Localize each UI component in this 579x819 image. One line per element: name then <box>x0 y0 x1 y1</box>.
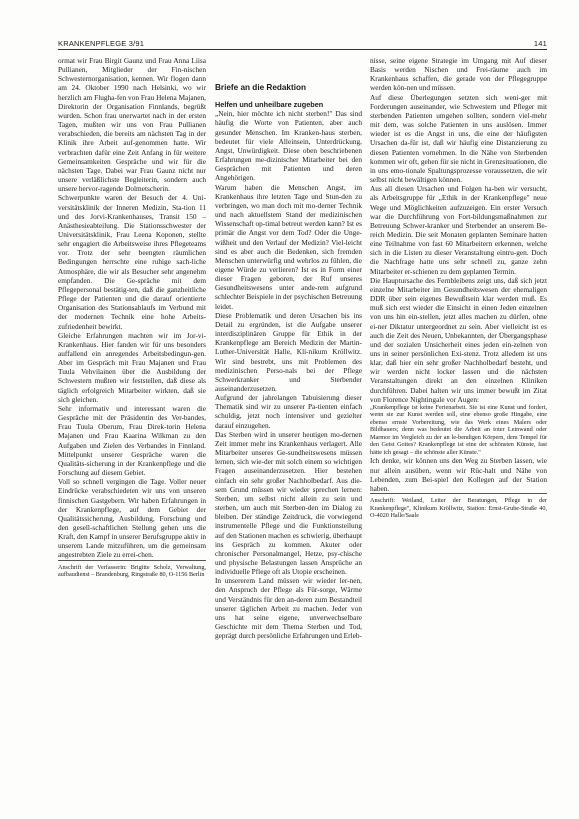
paragraph: Sehr informativ und interessant waren die Gespräche mit der Präsidentin des Ver-bandes, Frau Tuula Oberum, Frau Direk-torin Helena Majanen und Frau Kaarina Wilkman zu den Aufgaben und Zielen des Verbandes in Finnland. Mittelpunkt unserer Gespräche waren die Qualitäts-sicherung in der Krankenpflege und die Forschung auf diesem Gebiet. <box>58 403 206 478</box>
paragraph: Voll so schnell vergingen die Tage. Voller neuer Eindrücke verabschiedeten wir uns von unseren finnischen Gastgebern. Wir haben Erfahrungen in der Krankenpflege, auf dem Gebiet der Qualitätssicherung, Ausbildung, Forschung und den gesell-schaftlichen Stellung gehen uns die Kraft, den Kampf in unserer Berufsgruppe aktiv in unserem Lande mitzuführen, um die gemeinsam angestrebten Ziele zu errei-chen. <box>58 477 206 560</box>
nightingale-quote: „Krankenpflege ist keine Ferienarbeit. Sie ist eine Kunst und fordert, wenn sie zur Kunst werden soll, eine ebenso große Hingabe, eine ebenso ernste Vorbereitung, wie das Werk eines Malers oder Bildhauers; denn was bedeutet die Arbeit an toter Leinwand oder Marmor im Vergleich zu der an le-bendigen Körpern, dem Tempel für den Geist Gottes? Krankenpflege ist eine der schönsten Künste, fast hätte ich gesagt – die schönste aller Künste." <box>370 403 547 456</box>
paragraph: „Nein, hier möchte ich nicht sterben!" Das sind häufig die Worte von Patienten, aber auch gesunder Menschen. Im Kranken-haus sterben, bedeutet für viele Alleinsein, Unterdrückung, Angst, Unwürdigkeit. Diese oben beschriebenen Erfahrungen me-dizinischer Mitarbeiter bei den Gesprächen mit Patienten und deren Angehörigen. <box>215 109 362 183</box>
paragraph: Das Sterben wird in unserer heutigen mo-dernen Zeit immer mehr ins Krankenhaus verlagert. Alle Mitarbeiter unseres Ge-sundheitswesens müssen lernen, sich wie-der mit solch einem so wichtigen Fragen auseinanderzusetzen. Hier bestehen einfach ein sehr großer Nachholbedarf. Aus die-sem Grund müssen wir wieder sprechen lernen: Sterben, um selbst nicht allein zu sein und sterben, um auch mit Sterben-den im Dialog zu bleiben. Der ständige Zeitdruck, die vorwiegend instrumentelle Pflege und die Funktionsteilung auf den Stationen machen es schwierig, überhaupt ins Gespräch zu kommen. Akuter oder chronischer Personalmangel, Hetze, psy-chische und physische Belastungen lassen Ansprüche an individuelle Pflege oft als Utopie erscheinen. <box>215 429 362 577</box>
column-middle <box>215 56 362 796</box>
running-header <box>58 36 547 48</box>
paragraph: Die Hauptursache des Fernbleibens zeigt uns, daß sich jetzt einzelne Mitarbeiter im Gesundheitswesen der ehemaligen DDR über sein eigenes Bewußtsein klar werden muß. Es muß sich erst wieder die Einsicht in einen Jeden einzelnen von uns hin ein-stellen, jetzt alles machen zu dürfen, ohne ei-ner Diktatur untergeordnet zu sein. Aber vielleicht ist es auch die Zeit des Neuen, Unbekannten, der Übergangsphase und der sozialen Unsicherheit eines jeden ein-zelnen von uns in seiner persönlichen Exi-stenz. Trotz alledem ist uns klar, daß hier ein sehr großer Nachholbedarf besteht, und wir werden nicht locker lassen und die nächsten Veranstaltungen direkt an den einzelnen Kliniken durchführen. Dabei halten wir uns immer bewußt im Zitat von Florence Nightingale vor Augen: <box>370 275 547 404</box>
column-left <box>58 56 206 796</box>
column-right <box>370 56 547 796</box>
paragraph: Ich denke, wir können uns den Weg zu Sterben lassen, wie nur allein ausüben, wenn wir Rüc-halt und Nähe von Lebenden, zum Bei-spiel den Kollegen auf der Station haben. <box>370 456 547 493</box>
paragraph: Aus all diesen Ursachen und Folgen ha-ben wir versucht, als Arbeitsgruppe für „Ethik in der Krankenpflege" neue Wege und Möglichkeiten aufzuzeigen. Ein erster Versuch war die Durchführung von Fort-bildungsmaßnahmen zur Betreuung Schwer-kranker und Sterbender an unserem Be-reich Medizin. Die seit Monaten geplanten Seminare hatten eine Teilnahme von fast 60 Mitarbeitern erkennen, welche sich in die Listen zu dieser Veranstaltung eintru-gen. Doch die Nachfrage hatte uns sehr schnell zu, ganze zehn Mitarbeiter er-schienen zu dem geplanten Termin. <box>370 184 547 276</box>
paragraph: Auf diese Überlegungen setzten sich weni-ger mit Forderungen auseinander, wie Schwestern und Pfleger mit sterbenden Patienten umgehen sollten, sondern viel-mehr mit dem, was solche Patienten in uns auslösen. Immer wieder ist es die Angst in uns, die eine der häufigsten Ursachen da-für ist, daß wir häufig eine Distanzierung zu diesen Patienten vornehmen. In die Nähe von Sterbenden kommen wir oft, gehen für sie nicht in Grenzsituationen, die in uns emo-tionale Spaltungsprozesse voraussetzen, die wir selbst nicht bewältigen können. <box>370 92 547 185</box>
paragraph: nisse, seine eigene Strategie im Umgang mit Auf dieser Basis werden Nischen und Frei-räume auch im Krankenhaus schaffen, die gerade von der Pflegegruppe werden kön-nen und müssen. <box>370 56 547 93</box>
paragraph: Warum haben die Menschen Angst, im Krankenhaus ihre letzten Tage und Stun-den zu verbringen, wo man doch mit mo-derner Technik und nach aktuellstem Stand der medizinischen Wissenschaft op-timal betreut werden kann? Ist es primär die Angst vor dem Tod? Oder die Unge-wißheit und den Verlauf der Medizin? Viel-leicht sind es aber auch die Bedenken, sich fremden Menschen unterwürfig und wehrlos zu fühlen, die eigene Würde zu verlieren? Ist es in Form einer dieser Fragen geboren, der Ruf unseres Gesundheitswesens unter ande-rem aufgrund schlechter Beispiele in der psychischen Betreuung leidet. <box>215 182 362 311</box>
section-title: Briefe an die Redaktion <box>215 83 306 92</box>
header-rule <box>58 49 547 50</box>
paragraph: Diese Problematik und deren Ursachen bis ins Detail zu ergründen, ist die Aufgabe unserer interdisziplinären Gruppe für Ethik in der Krankenpflege am Bereich Medizin der Martin-Luther-Universität Halle, Kli-nikum Kröllwitz. Wir sind bestrebt, uns mit Problemen des medizinischen Perso-nals bei der Pflege Schwerkranker und Sterbender auseinanderzusetzen. <box>215 310 362 393</box>
paragraph: Schwerpunkte waren der Besuch der 4. Uni-versitätsklinik der Inneren Medizin, Sta-tion 11 und des Jorvi-Krankenhauses, Transit 150 – Anästhesieabteilung. Die Stationsschwester der Universitätsklinik, Frau Leena Koponen, stellte sehr engagiert die Arbeitsweise ihres Pflegeteams vor. Trotz der sehr beengten räumlichen Bedingungen herrschte eine ruhige sach-liche Atmosphäre, die wir als Besucher sehr angenehm empfanden. Die Ge-spräche mit dem Pflegepersonal bestätig-ten, daß die ganzheitliche Pflege der Patienten und die darauf orientierte Organisation des Stationsablaufs im Verbund mit der modernen Technik eine hohe Arbeits-zufriedenheit bewirkt. <box>58 193 206 331</box>
page-number: 141 <box>533 39 547 48</box>
paragraph: Aufgrund der jahrelangen Tabuisierung dieser Thematik sind wir zu unserer Pa-tienten einfach schuldig, jetzt noch intensiver und gezielter darauf einzugehen. <box>215 393 362 430</box>
journal-name: KRANKENPFLEGE 3/91 <box>58 39 145 48</box>
author-address: Anschrift der Verfasserin: Brigitte Scholz, Verwaltung, aufbaudienst – Brandenburg, Ringstraße 80, O-1156 Berlin <box>58 560 206 579</box>
letter-subtitle: Helfen und unheilbare zugeben <box>215 100 324 110</box>
paragraph: In unsererem Land müssen wir wieder ler-nen, den Anspruch der Pflege als Für-sorge, Wärme und Verständnis für den an-deren zum Bestandteil unserer täglichen Arbeit zu machen. Jeder von uns hat seine eigene, unverwechselbare Geschichte mit dem Thema Sterben und Tod, geprägt durch persönliche Erfahrungen und Erleb- <box>215 576 362 641</box>
paragraph: Gleiche Erfahrungen machten wir im Jor-vi-Krankenhaus. Hier fanden wir für uns besonders auffallend ein anregendes Arbeitsbedingun-gen. Aber im Gespräch mit Frau Majanen und Frau Tuula Vehvilainen über die Ausbildung der Schwestern mußten wir feststellen, daß diese als täglich erfolgreich Mitarbeiter wirkten, daß sie sich gleichen. <box>58 330 206 404</box>
paragraph: ormat wir Frau Birgit Gaunz und Frau Anna Liisa Pullianen, Mitglieder der Fin-nischen Schwesternorganisation, kennen. Wir flogen dann am 24. Oktober 1990 nach Helsinki, wo wir herzlich am Flugha-fen von Frau Helena Majanen, Direktorin der Organisation Finnlands, begrüßt wurden. Schon frau unerwartet nach in der ersten Tagen, mußten wir uns von Frau Pullianen verabschieden, die bereits am nächsten Tag in der Klinik ihre Arbeit auf-genommen hatte. Wir verbrachten dafür eine Zeit Anfang in für weitere Gemeinsamkeiten Gespräche und wir für die nächsten Tage. Dabei war Frau Gaunz nicht nur unsere verläßlichste Begleiterin, sondern auch unsere hervor-ragende Dolmetscherin. <box>58 56 206 194</box>
author-address: Anschrift: Weiland, Leiter der Beratungen, Pflege in der Krankenpflege", Klinikum Kröllwitz, Station: Ernst-Grube-Straße 40, O-4020 Halle/Saale <box>370 493 547 520</box>
